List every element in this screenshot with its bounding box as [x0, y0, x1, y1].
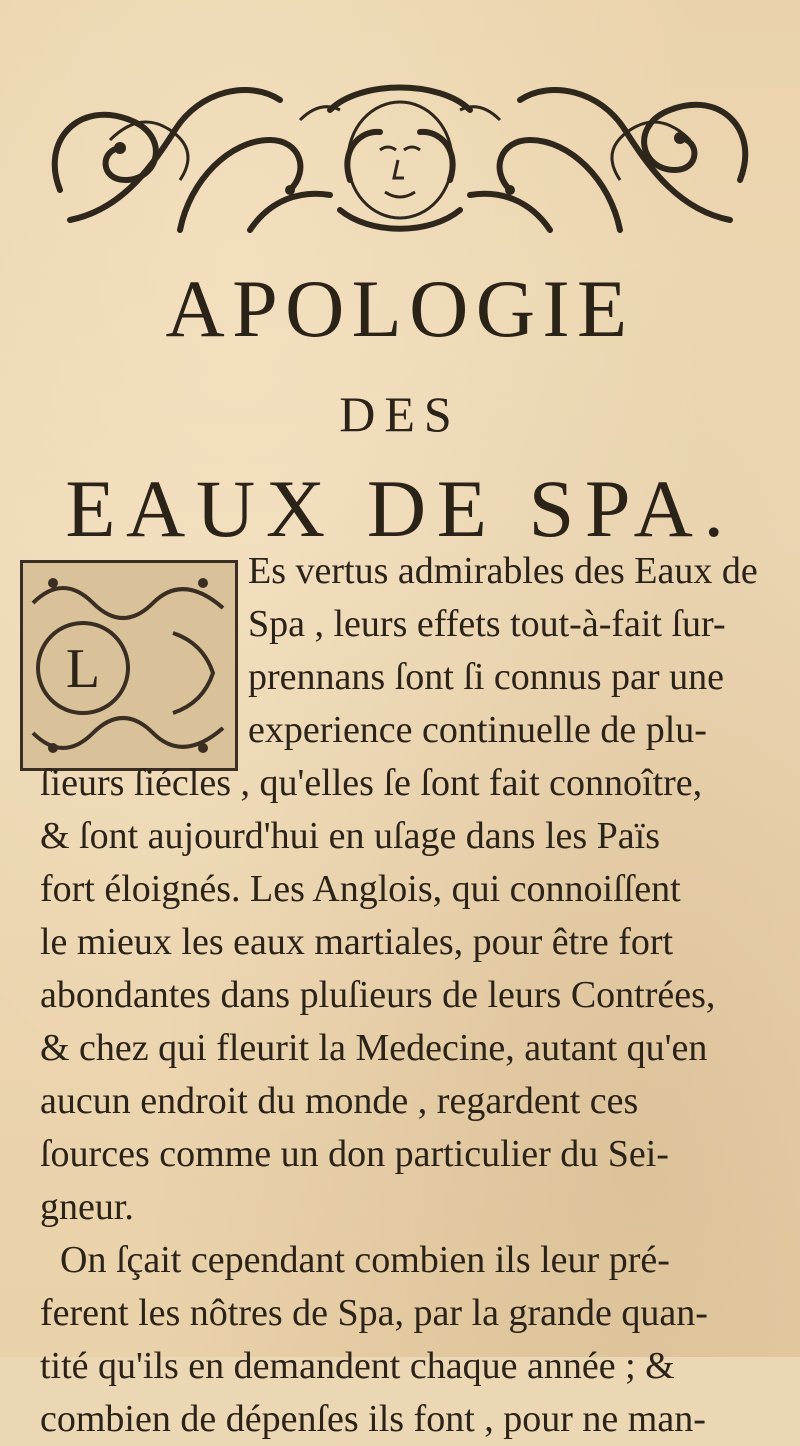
text-line: fort éloignés. Les Anglois, qui connoiſſent [40, 868, 681, 910]
text-line: On ſçait cependant combien ils leur pré- [60, 1239, 670, 1281]
text-line: ferent les nôtres de Spa, par la grande quan- [40, 1292, 708, 1334]
text-line: abondantes dans pluſieurs de leurs Contrées, [40, 974, 716, 1016]
text-line: ſieurs ſiécles , qu'elles ſe ſont fait connoître, [40, 762, 703, 804]
text-line: experience continuelle de plu- [248, 709, 707, 751]
text-line: Es vertus admirables des Eaux de [248, 550, 758, 592]
text-line: & ſont aujourd'hui en uſage dans les Païs [40, 815, 661, 857]
text-line: gneur. [40, 1186, 134, 1228]
ornamental-headpiece [0, 20, 800, 280]
title-subtitle: EAUX DE SPA. [65, 463, 735, 554]
text-line: Spa , leurs effets tout-à-fait ſur- [248, 603, 726, 645]
text-line: aucun endroit du monde , regardent ces [40, 1080, 639, 1122]
dropcap-letter: L [65, 638, 101, 700]
body-text [40, 545, 770, 1446]
title-des: DES [339, 386, 461, 442]
text-line: ſources comme un don particulier du Sei- [40, 1133, 669, 1175]
text-line: combien de dépenſes ils font , pour ne man- [40, 1398, 706, 1440]
text-line: le mieux les eaux martiales, pour être fort [40, 921, 674, 963]
title-main: APOLOGIE [165, 263, 635, 354]
text-line: & chez qui fleurit la Medecine, autant qu'en [40, 1027, 708, 1069]
text-line: tité qu'ils en demandent chaque année ; & [40, 1345, 675, 1387]
text-line: prennans ſont ſi connus par une [248, 656, 724, 698]
